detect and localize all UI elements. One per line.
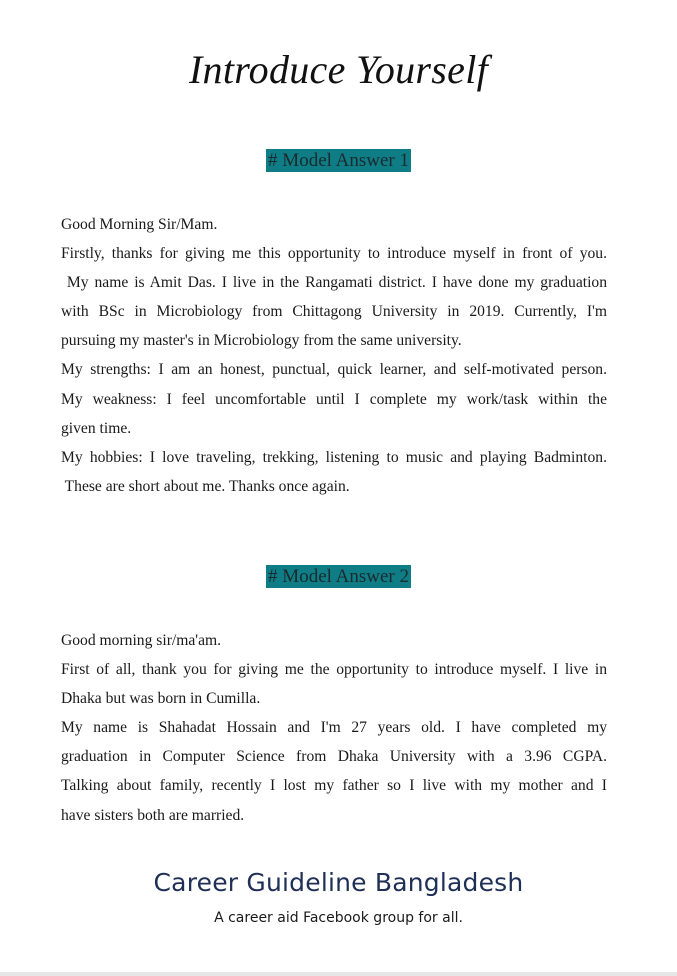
answer2-line: have sisters both are married. bbox=[61, 806, 245, 824]
answer2-line: My name is Shahadat Hossain and I'm 27 years old. I have completed my bbox=[61, 719, 607, 737]
answer2-body bbox=[61, 626, 607, 830]
answer2-line: Talking about family, recently I lost my father so I live with my mother and I bbox=[61, 777, 607, 795]
answer1-line: Firstly, thanks for giving me this opportunity to introduce myself in front of you. bbox=[61, 245, 607, 263]
answer2-line: First of all, thank you for giving me the opportunity to introduce myself. I live in bbox=[61, 661, 607, 679]
answer1-line: My hobbies: I love traveling, trekking, listening to music and playing Badminton. bbox=[61, 448, 607, 466]
answer2-line: Good morning sir/ma'am. bbox=[61, 632, 222, 649]
answer1-line: Good Morning Sir/Mam. bbox=[61, 216, 218, 233]
bottom-divider bbox=[0, 972, 677, 976]
answer2-heading: # Model Answer 2 bbox=[268, 566, 409, 587]
answer1-line: My name is Amit Das. I live in the Rangamati district. I have done my graduation bbox=[61, 274, 607, 292]
answer1-line: pursuing my master's in Microbiology from the same university. bbox=[61, 332, 462, 350]
answer1-line: These are short about me. Thanks once again. bbox=[61, 477, 350, 495]
page-title: Introduce Yourself bbox=[188, 47, 489, 92]
answer1-heading-wrap bbox=[0, 149, 677, 172]
answer1-line: My weakness: I feel uncomfortable until I complete my work/task within the bbox=[61, 390, 607, 408]
answer2-heading-wrap bbox=[0, 565, 677, 588]
answer2-line: graduation in Computer Science from Dhaka University with a 3.96 CGPA. bbox=[61, 748, 607, 766]
answer1-heading: # Model Answer 1 bbox=[268, 150, 409, 171]
footer-tagline: A career aid Facebook group for all. bbox=[214, 910, 463, 926]
answer1-line: given time. bbox=[61, 419, 132, 437]
answer1-body bbox=[61, 210, 607, 501]
answer1-line: with BSc in Microbiology from Chittagong University in 2019. Currently, I'm bbox=[61, 303, 607, 321]
footer-brand: Career Guideline Bangladesh bbox=[153, 868, 524, 897]
answer1-line: My strengths: I am an honest, punctual, quick learner, and self-motivated person. bbox=[61, 361, 607, 379]
answer2-line: Dhaka but was born in Cumilla. bbox=[61, 690, 261, 708]
